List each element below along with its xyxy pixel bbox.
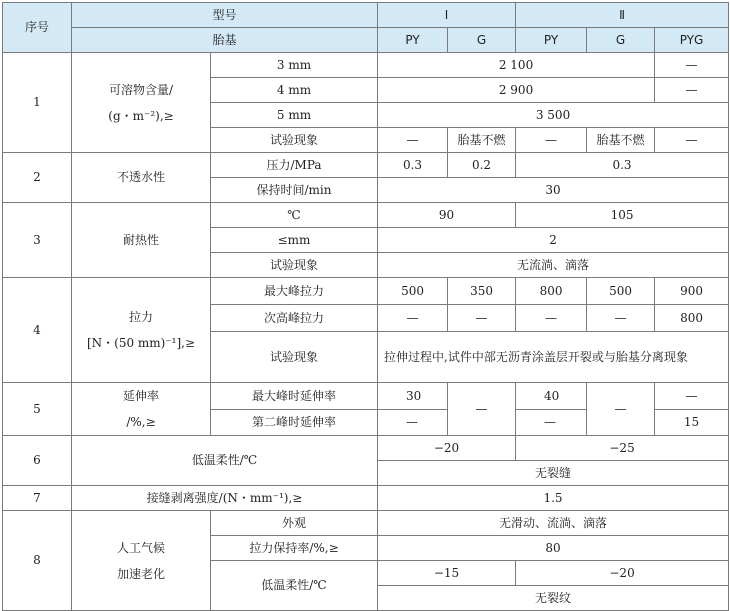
value-cell: 0.3 — [516, 153, 729, 178]
table-row — [3, 511, 729, 536]
value-cell: — — [655, 128, 729, 153]
item-name-line: (g・m⁻²),≥ — [108, 108, 174, 123]
value-cell: 2 — [378, 228, 729, 253]
type-i-header: Ⅰ — [378, 3, 516, 28]
sub-item: 试验现象 — [211, 332, 378, 383]
value-cell: 15 — [655, 409, 729, 436]
header-row-1 — [3, 3, 729, 28]
value-cell: 40 — [516, 383, 587, 410]
row-number: 6 — [3, 436, 72, 486]
value-cell: 拉伸过程中,试件中部无沥青涂盖层开裂或与胎基分离现象 — [378, 332, 729, 383]
table-row — [3, 203, 729, 228]
sub-item: 第二峰时延伸率 — [211, 409, 378, 436]
value-cell: 800 — [655, 305, 729, 332]
item-name — [72, 383, 211, 436]
sub-item: 外观 — [211, 511, 378, 536]
value-cell: −15 — [378, 561, 516, 586]
sub-item: 试验现象 — [211, 253, 378, 278]
value-cell: 900 — [655, 278, 729, 305]
value-cell: 无裂纹 — [378, 586, 729, 611]
table-row — [3, 486, 729, 511]
value-cell: — — [516, 305, 587, 332]
row-number: 8 — [3, 511, 72, 611]
table-row — [3, 436, 729, 461]
sub-item: 试验现象 — [211, 128, 378, 153]
value-cell: 2 100 — [378, 53, 655, 78]
value-cell: — — [655, 53, 729, 78]
item-name-line: [N・(50 mm)⁻¹],≥ — [86, 336, 196, 350]
value-cell: — — [655, 78, 729, 103]
value-cell: 胎基不燃 — [448, 128, 516, 153]
sub-item: 保持时间/min — [211, 178, 378, 203]
item-name: 不透水性 — [72, 153, 211, 203]
value-cell: 80 — [378, 536, 729, 561]
value-cell: 1.5 — [378, 486, 729, 511]
sub-item: 低温柔性/℃ — [211, 561, 378, 611]
value-cell: — — [516, 128, 587, 153]
value-cell: 0.2 — [448, 153, 516, 178]
pyg-header: PYG — [655, 28, 729, 53]
row-number: 4 — [3, 278, 72, 383]
item-name-line: 拉力 — [128, 310, 153, 324]
sub-item: 次高峰拉力 — [211, 305, 378, 332]
value-cell: — — [655, 383, 729, 410]
sub-item: ℃ — [211, 203, 378, 228]
table-row — [3, 53, 729, 78]
value-cell: 350 — [448, 278, 516, 305]
table-row — [3, 153, 729, 178]
value-cell: — — [587, 383, 655, 436]
value-cell: −20 — [516, 561, 729, 586]
value-cell: 800 — [516, 278, 587, 305]
item-name-line: 可溶物含量/ — [108, 82, 174, 97]
table-row — [3, 383, 729, 410]
value-cell: 0.3 — [378, 153, 448, 178]
item-name — [72, 278, 211, 383]
py1-header: PY — [378, 28, 448, 53]
sub-item: 4 mm — [211, 78, 378, 103]
value-cell: — — [378, 409, 448, 436]
value-cell: — — [587, 305, 655, 332]
item-name-line: 人工气候 — [116, 540, 165, 555]
base-header: 胎基 — [72, 28, 378, 53]
spec-table — [2, 2, 729, 611]
value-cell: 105 — [516, 203, 729, 228]
value-cell: — — [448, 305, 516, 332]
row-number: 1 — [3, 53, 72, 153]
model-header: 型号 — [72, 3, 378, 28]
item-name: 低温柔性/℃ — [72, 436, 378, 486]
type-ii-header: Ⅱ — [516, 3, 729, 28]
value-cell: 2 900 — [378, 78, 655, 103]
item-name — [72, 511, 211, 611]
row-number: 5 — [3, 383, 72, 436]
value-cell: 30 — [378, 383, 448, 410]
index-header: 序号 — [3, 3, 72, 53]
row-number: 3 — [3, 203, 72, 278]
value-cell: 无流淌、滴落 — [378, 253, 729, 278]
sub-item: 3 mm — [211, 53, 378, 78]
value-cell: 无滑动、流淌、滴落 — [378, 511, 729, 536]
row-number: 7 — [3, 486, 72, 511]
value-cell: — — [448, 383, 516, 436]
item-name-line: 延伸率 — [122, 389, 159, 403]
header-row-2 — [3, 28, 729, 53]
item-name-line: /%,≥ — [126, 415, 156, 429]
value-cell: — — [378, 305, 448, 332]
item-name: 接缝剥离强度/(N・mm⁻¹),≥ — [72, 486, 378, 511]
item-name-line: 加速老化 — [116, 566, 165, 581]
g2-header: G — [587, 28, 655, 53]
value-cell: 3 500 — [378, 103, 729, 128]
g1-header: G — [448, 28, 516, 53]
value-cell: −20 — [378, 436, 516, 461]
value-cell: 胎基不燃 — [587, 128, 655, 153]
sub-item: 压力/MPa — [211, 153, 378, 178]
row-number: 2 — [3, 153, 72, 203]
value-cell: 500 — [378, 278, 448, 305]
py2-header: PY — [516, 28, 587, 53]
value-cell: 500 — [587, 278, 655, 305]
value-cell: — — [516, 409, 587, 436]
item-name: 耐热性 — [72, 203, 211, 278]
sub-item: 拉力保持率/%,≥ — [211, 536, 378, 561]
value-cell: — — [378, 128, 448, 153]
sub-item: 最大峰拉力 — [211, 278, 378, 305]
value-cell: −25 — [516, 436, 729, 461]
item-name — [72, 53, 211, 153]
sub-item: 5 mm — [211, 103, 378, 128]
table-row — [3, 278, 729, 305]
sub-item: ≤mm — [211, 228, 378, 253]
value-cell: 无裂缝 — [378, 461, 729, 486]
value-cell: 90 — [378, 203, 516, 228]
sub-item: 最大峰时延伸率 — [211, 383, 378, 410]
value-cell: 30 — [378, 178, 729, 203]
